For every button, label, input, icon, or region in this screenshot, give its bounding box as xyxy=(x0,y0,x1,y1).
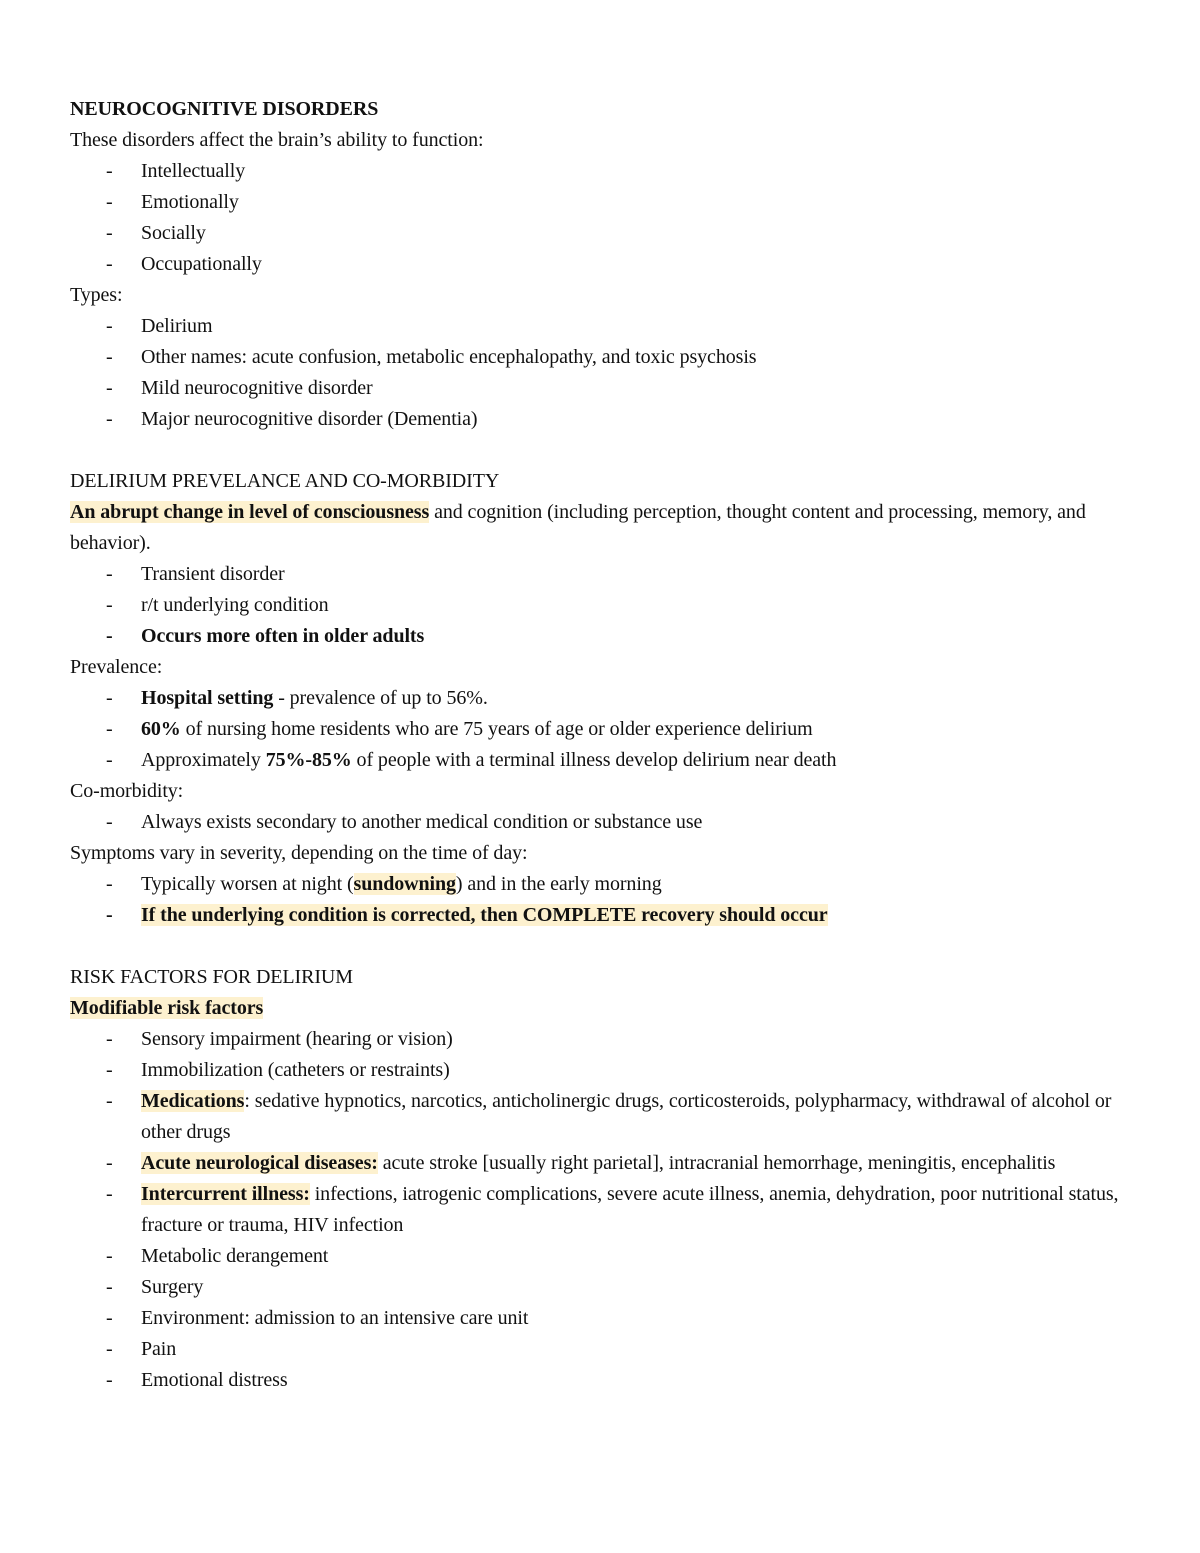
list-item: - Delirium xyxy=(70,311,1135,342)
dash-bullet: - xyxy=(106,377,113,399)
dash-bullet: - xyxy=(106,718,113,740)
dash-bullet: - xyxy=(106,346,113,368)
comorbidity-label: Co-morbidity: xyxy=(70,780,184,802)
dash-bullet: - xyxy=(106,222,113,244)
list-item: - Medications: sedative hypnotics, narcotics, anticholinergic drugs, corticosteroids, polypharmacy, withdrawal of alcohol or other drugs xyxy=(70,1086,1135,1148)
highlighted-definition: An abrupt change in level of consciousness xyxy=(70,501,430,523)
list-item: - Immobilization (catheters or restraints) xyxy=(70,1055,1135,1086)
dash-bullet: - xyxy=(106,408,113,430)
symptoms-label: Symptoms vary in severity, depending on the time of day: xyxy=(70,842,528,864)
list-item: - Typically worsen at night (sundowning) and in the early morning xyxy=(70,869,1135,900)
dash-bullet: - xyxy=(106,749,113,771)
list-item: - Sensory impairment (hearing or vision) xyxy=(70,1024,1135,1055)
dash-bullet: - xyxy=(106,315,113,337)
spacer xyxy=(70,931,1135,962)
dash-bullet: - xyxy=(106,873,113,895)
list-item: - Occupationally xyxy=(70,249,1135,280)
delirium-definition: An abrupt change in level of consciousness and cognition (including perception, thought content and processing, memory, and behavior). xyxy=(70,501,1086,554)
list-item: - Major neurocognitive disorder (Dementia) xyxy=(70,404,1135,435)
dash-bullet: - xyxy=(106,1183,113,1205)
dash-bullet: - xyxy=(106,904,113,926)
list-item: - Intercurrent illness: infections, iatrogenic complications, severe acute illness, anemia, dehydration, poor nutritional status, fracture or trauma, HIV infection xyxy=(70,1179,1135,1241)
dash-bullet: - xyxy=(106,1059,113,1081)
list-item: - Mild neurocognitive disorder xyxy=(70,373,1135,404)
list-item: - Emotionally xyxy=(70,187,1135,218)
list-item: - Occurs more often in older adults xyxy=(70,621,1135,652)
list-item: - 60% of nursing home residents who are 75 years of age or older experience delirium xyxy=(70,714,1135,745)
list-item: - Approximately 75%-85% of people with a terminal illness develop delirium near death xyxy=(70,745,1135,776)
dash-bullet: - xyxy=(106,1338,113,1360)
list-item: - r/t underlying condition xyxy=(70,590,1135,621)
dash-bullet: - xyxy=(106,1307,113,1329)
list-item: - Intellectually xyxy=(70,156,1135,187)
prevalence-label: Prevalence: xyxy=(70,656,163,678)
page-title: NEUROCOGNITIVE DISORDERS xyxy=(70,98,379,120)
list-item: - Environment: admission to an intensive care unit xyxy=(70,1303,1135,1334)
section-heading-delirium: DELIRIUM PREVELANCE AND CO-MORBIDITY xyxy=(70,470,500,492)
dash-bullet: - xyxy=(106,563,113,585)
list-item: - Transient disorder xyxy=(70,559,1135,590)
list-item: - If the underlying condition is corrected, then COMPLETE recovery should occur xyxy=(70,900,1135,931)
dash-bullet: - xyxy=(106,1245,113,1267)
section-heading-risk: RISK FACTORS FOR DELIRIUM xyxy=(70,966,353,988)
types-label: Types: xyxy=(70,284,123,306)
spacer xyxy=(70,435,1135,466)
intro-text: These disorders affect the brain’s ability to function: xyxy=(70,129,484,151)
list-item: - Other names: acute confusion, metabolic encephalopathy, and toxic psychosis xyxy=(70,342,1135,373)
dash-bullet: - xyxy=(106,1028,113,1050)
list-item: - Always exists secondary to another medical condition or substance use xyxy=(70,807,1135,838)
list-item: - Acute neurological diseases: acute stroke [usually right parietal], intracranial hemorrhage, meningitis, encephalitis xyxy=(70,1148,1135,1179)
dash-bullet: - xyxy=(106,1369,113,1391)
list-item: - Surgery xyxy=(70,1272,1135,1303)
dash-bullet: - xyxy=(106,1090,113,1112)
dash-bullet: - xyxy=(106,625,113,647)
dash-bullet: - xyxy=(106,160,113,182)
document-body xyxy=(70,94,1135,1396)
dash-bullet: - xyxy=(106,191,113,213)
list-item: - Metabolic derangement xyxy=(70,1241,1135,1272)
dash-bullet: - xyxy=(106,253,113,275)
dash-bullet: - xyxy=(106,1276,113,1298)
list-item: - Socially xyxy=(70,218,1135,249)
list-item: - Pain xyxy=(70,1334,1135,1365)
dash-bullet: - xyxy=(106,687,113,709)
risk-subheading: Modifiable risk factors xyxy=(70,997,264,1019)
dash-bullet: - xyxy=(106,594,113,616)
dash-bullet: - xyxy=(106,1152,113,1174)
list-item: - Emotional distress xyxy=(70,1365,1135,1396)
dash-bullet: - xyxy=(106,811,113,833)
list-item: - Hospital setting - prevalence of up to 56%. xyxy=(70,683,1135,714)
